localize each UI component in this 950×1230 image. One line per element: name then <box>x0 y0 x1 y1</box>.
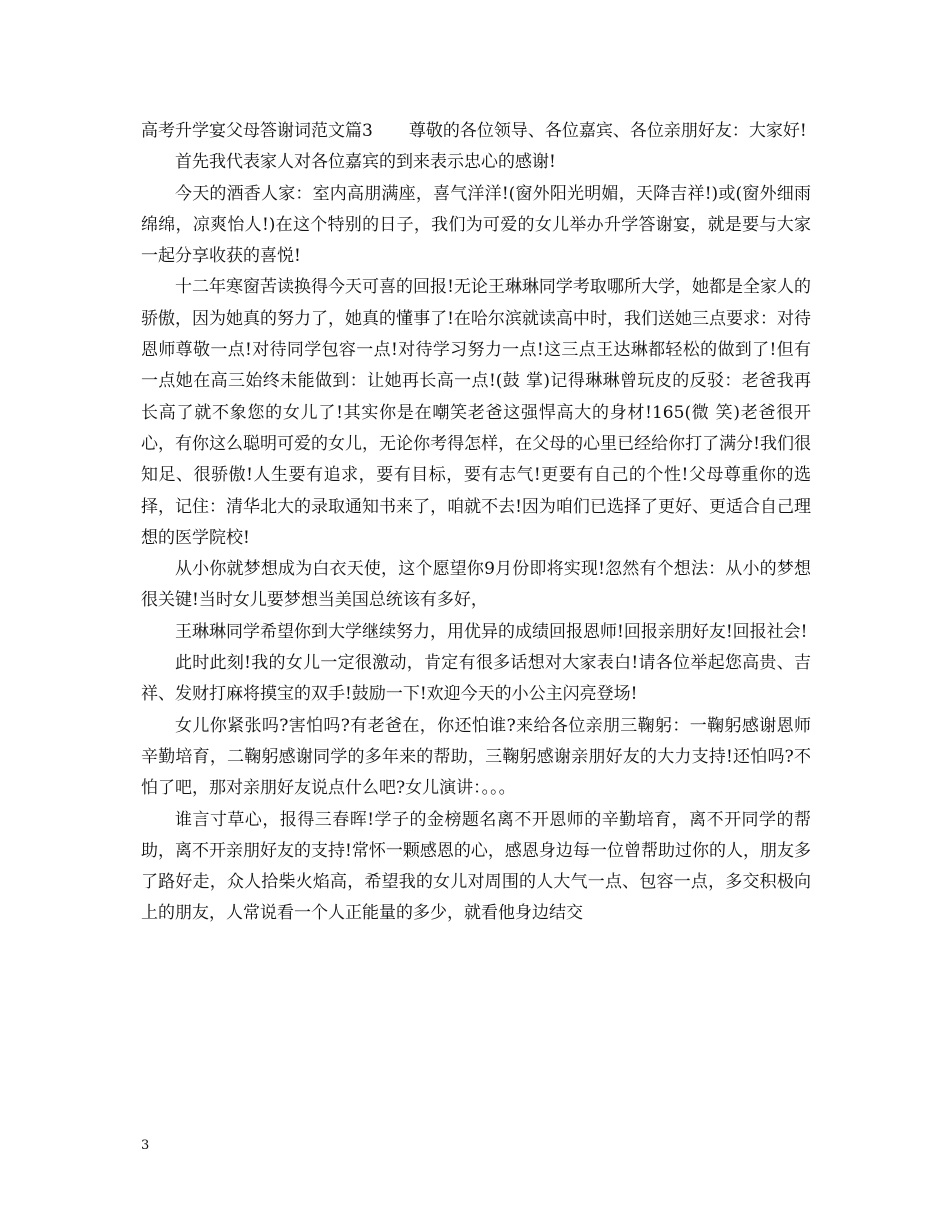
paragraph-1: 首先我代表家人对各位嘉宾的到来表示忠心的感谢! <box>175 152 556 173</box>
document-body <box>141 116 811 930</box>
document-title: 高考升学宴父母答谢词范文篇3 <box>141 121 373 141</box>
salutation: 尊敬的各位领导、各位嘉宾、各位亲朋好友：大家好! <box>408 121 807 141</box>
paragraph-8: 谁言寸草心，报得三春晖!学子的金榜题名离不开恩师的辛勤培育，离不开同学的帮助，离不开亲朋好友的支持!常怀一颗感恩的心，感恩身边每一位曾帮助过你的人，朋友多了路好走，众人拾柴火焰高，希望我的女儿对周围的人大气一点、包容一点，多交积极向上的朋友，人常说看一个人正能量的多少，就看他身边结交 <box>141 809 811 924</box>
title-line <box>141 116 811 147</box>
paragraph-5: 王琳琳同学希望你到大学继续努力，用优异的成绩回报恩师!回报亲朋好友!回报社会! <box>175 621 808 642</box>
page-number: 3 <box>141 1138 150 1153</box>
paragraph-2: 今天的酒香人家：室内高朋满座，喜气洋洋!(窗外阳光明媚，天降吉祥!)或(窗外细雨绵绵，凉爽怡人!)在这个特别的日子，我们为可爱的女儿举办升学答谢宴，就是要与大家一起分享收获的喜悦! <box>141 183 811 267</box>
paragraph-7: 女儿你紧张吗?害怕吗?有老爸在，你还怕谁?来给各位亲朋三鞠躬：一鞠躬感谢恩师辛勤培育，二鞠躬感谢同学的多年来的帮助，三鞠躬感谢亲朋好友的大力支持!还怕吗?不怕了吧，那对亲朋好友说点什么吧?女儿演讲：。。。 <box>141 715 811 799</box>
paragraph-4: 从小你就梦想成为白衣天使，这个愿望你9月份即将实现!忽然有个想法：从小的梦想很关键!当时女儿要梦想当美国总统该有多好， <box>141 559 811 611</box>
paragraph-6: 此时此刻!我的女儿一定很激动，肯定有很多话想对大家表白!请各位举起您高贵、吉祥、发财打麻将摸宝的双手!鼓励一下!欢迎今天的小公主闪亮登场! <box>141 653 811 705</box>
paragraph-3: 十二年寒窗苦读换得今天可喜的回报!无论王琳琳同学考取哪所大学，她都是全家人的骄傲，因为她真的努力了，她真的懂事了!在哈尔滨就读高中时，我们送她三点要求：对待恩师尊敬一点!对待同学包容一点!对待学习努力一点!这三点王达琳都轻松的做到了!但有一点她在高三始终未能做到：让她再长高一点!(鼓 掌)记得琳琳曾玩皮的反驳：老爸我再长高了就不象您的女儿了!其实你是在嘲笑老爸这强悍高大的身材!165(微 笑)老爸很开心，有你这么聪明可爱的女儿，无论你考得怎样，在父母的心里已经给你打了满分!我们很知足、很骄傲!人生要有追求，要有目标，要有志气!更要有自己的个性!父母尊重你的选择，记住：清华北大的录取通知书来了，咱就不去!因为咱们已选择了更好、更适合自己理想的医学院校! <box>141 277 811 548</box>
